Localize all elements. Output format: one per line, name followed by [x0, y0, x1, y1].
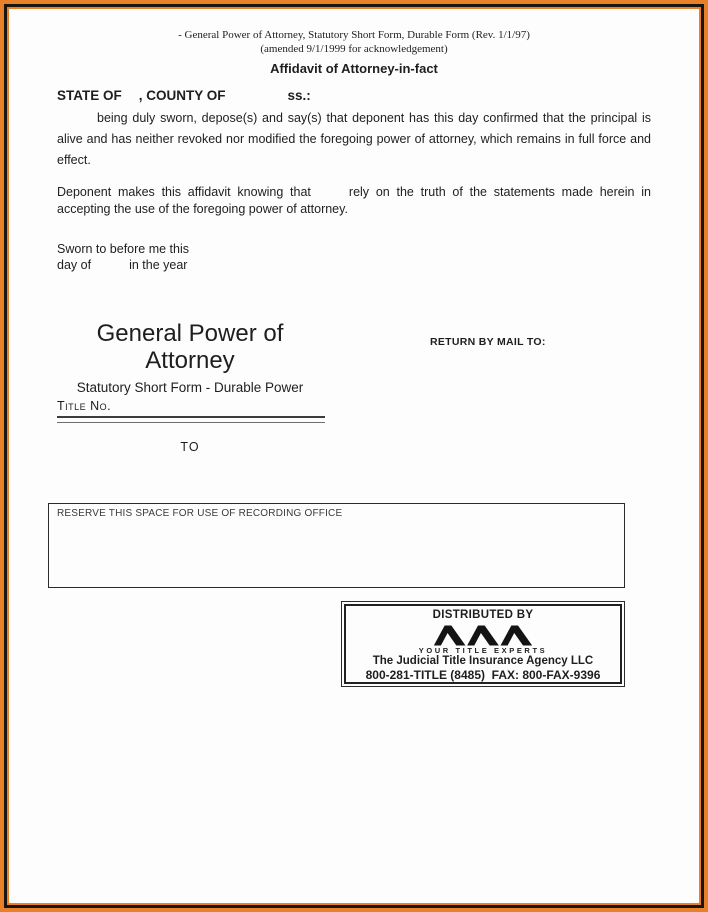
sworn-date-line: [57, 258, 189, 274]
state-of-label: STATE OF: [57, 88, 122, 103]
company-name: The Judicial Title Insurance Agency LLC: [372, 654, 594, 667]
affidavit-paragraph-2: [57, 184, 651, 218]
state-county-line: [57, 88, 311, 103]
page-border-frame: [4, 4, 704, 908]
form-amended-line: (amended 9/1/1999 for acknowledgement): [260, 43, 448, 55]
form-subtitle: Statutory Short Form - Durable Power: [76, 380, 304, 395]
form-revision-line: - General Power of Attorney, Statutory Short Form, Durable Form (Rev. 1/1/97): [178, 29, 530, 41]
distributed-by-heading: DISTRIBUTED BY: [432, 609, 534, 621]
form-title-line1: General Power of: [96, 320, 284, 347]
sworn-line: Sworn to before me this: [57, 242, 190, 256]
form-title-block: [40, 320, 340, 395]
document-page: [9, 9, 699, 903]
county-of-label: , COUNTY OF: [138, 88, 226, 103]
return-by-mail-label: RETURN BY MAIL TO:: [430, 336, 546, 348]
recording-office-box: [48, 503, 625, 588]
distributed-by-box: [341, 601, 625, 687]
tagline-text: YOUR TITLE EXPERTS: [418, 645, 548, 655]
affidavit-heading: Affidavit of Attorney-in-fact: [270, 61, 438, 76]
title-no-underline: [57, 416, 325, 423]
recording-office-label: RESERVE THIS SPACE FOR USE OF RECORDING OFFICE: [57, 508, 343, 519]
title-no-label: Title No.: [57, 399, 112, 413]
paragraph2-text-after: rely on the truth of the statements made herein in accepting the use of the foregoing power of attorney.: [57, 185, 651, 216]
ss-label: ss.:: [287, 88, 311, 103]
phone-fax-line: 800-281-TITLE (8485) FAX: 800-FAX-9396: [365, 668, 601, 682]
paragraph2-text-before: Deponent makes this affidavit knowing that: [57, 185, 311, 199]
sworn-block: [57, 242, 189, 273]
form-title-line2: Attorney: [145, 347, 235, 374]
distributed-by-inner-border: [344, 604, 622, 684]
in-the-year-label: in the year: [129, 257, 188, 272]
day-of-label: day of: [57, 257, 92, 272]
to-label: TO: [180, 440, 200, 454]
three-peaks-icon: [425, 623, 541, 646]
affidavit-paragraph-1: being duly sworn, depose(s) and say(s) that deponent has this day confirmed that the principal is alive and has neither revoked nor modified the foregoing power of attorney, which remains in full force and effect.: [57, 111, 651, 167]
title-no-field: [57, 397, 325, 423]
